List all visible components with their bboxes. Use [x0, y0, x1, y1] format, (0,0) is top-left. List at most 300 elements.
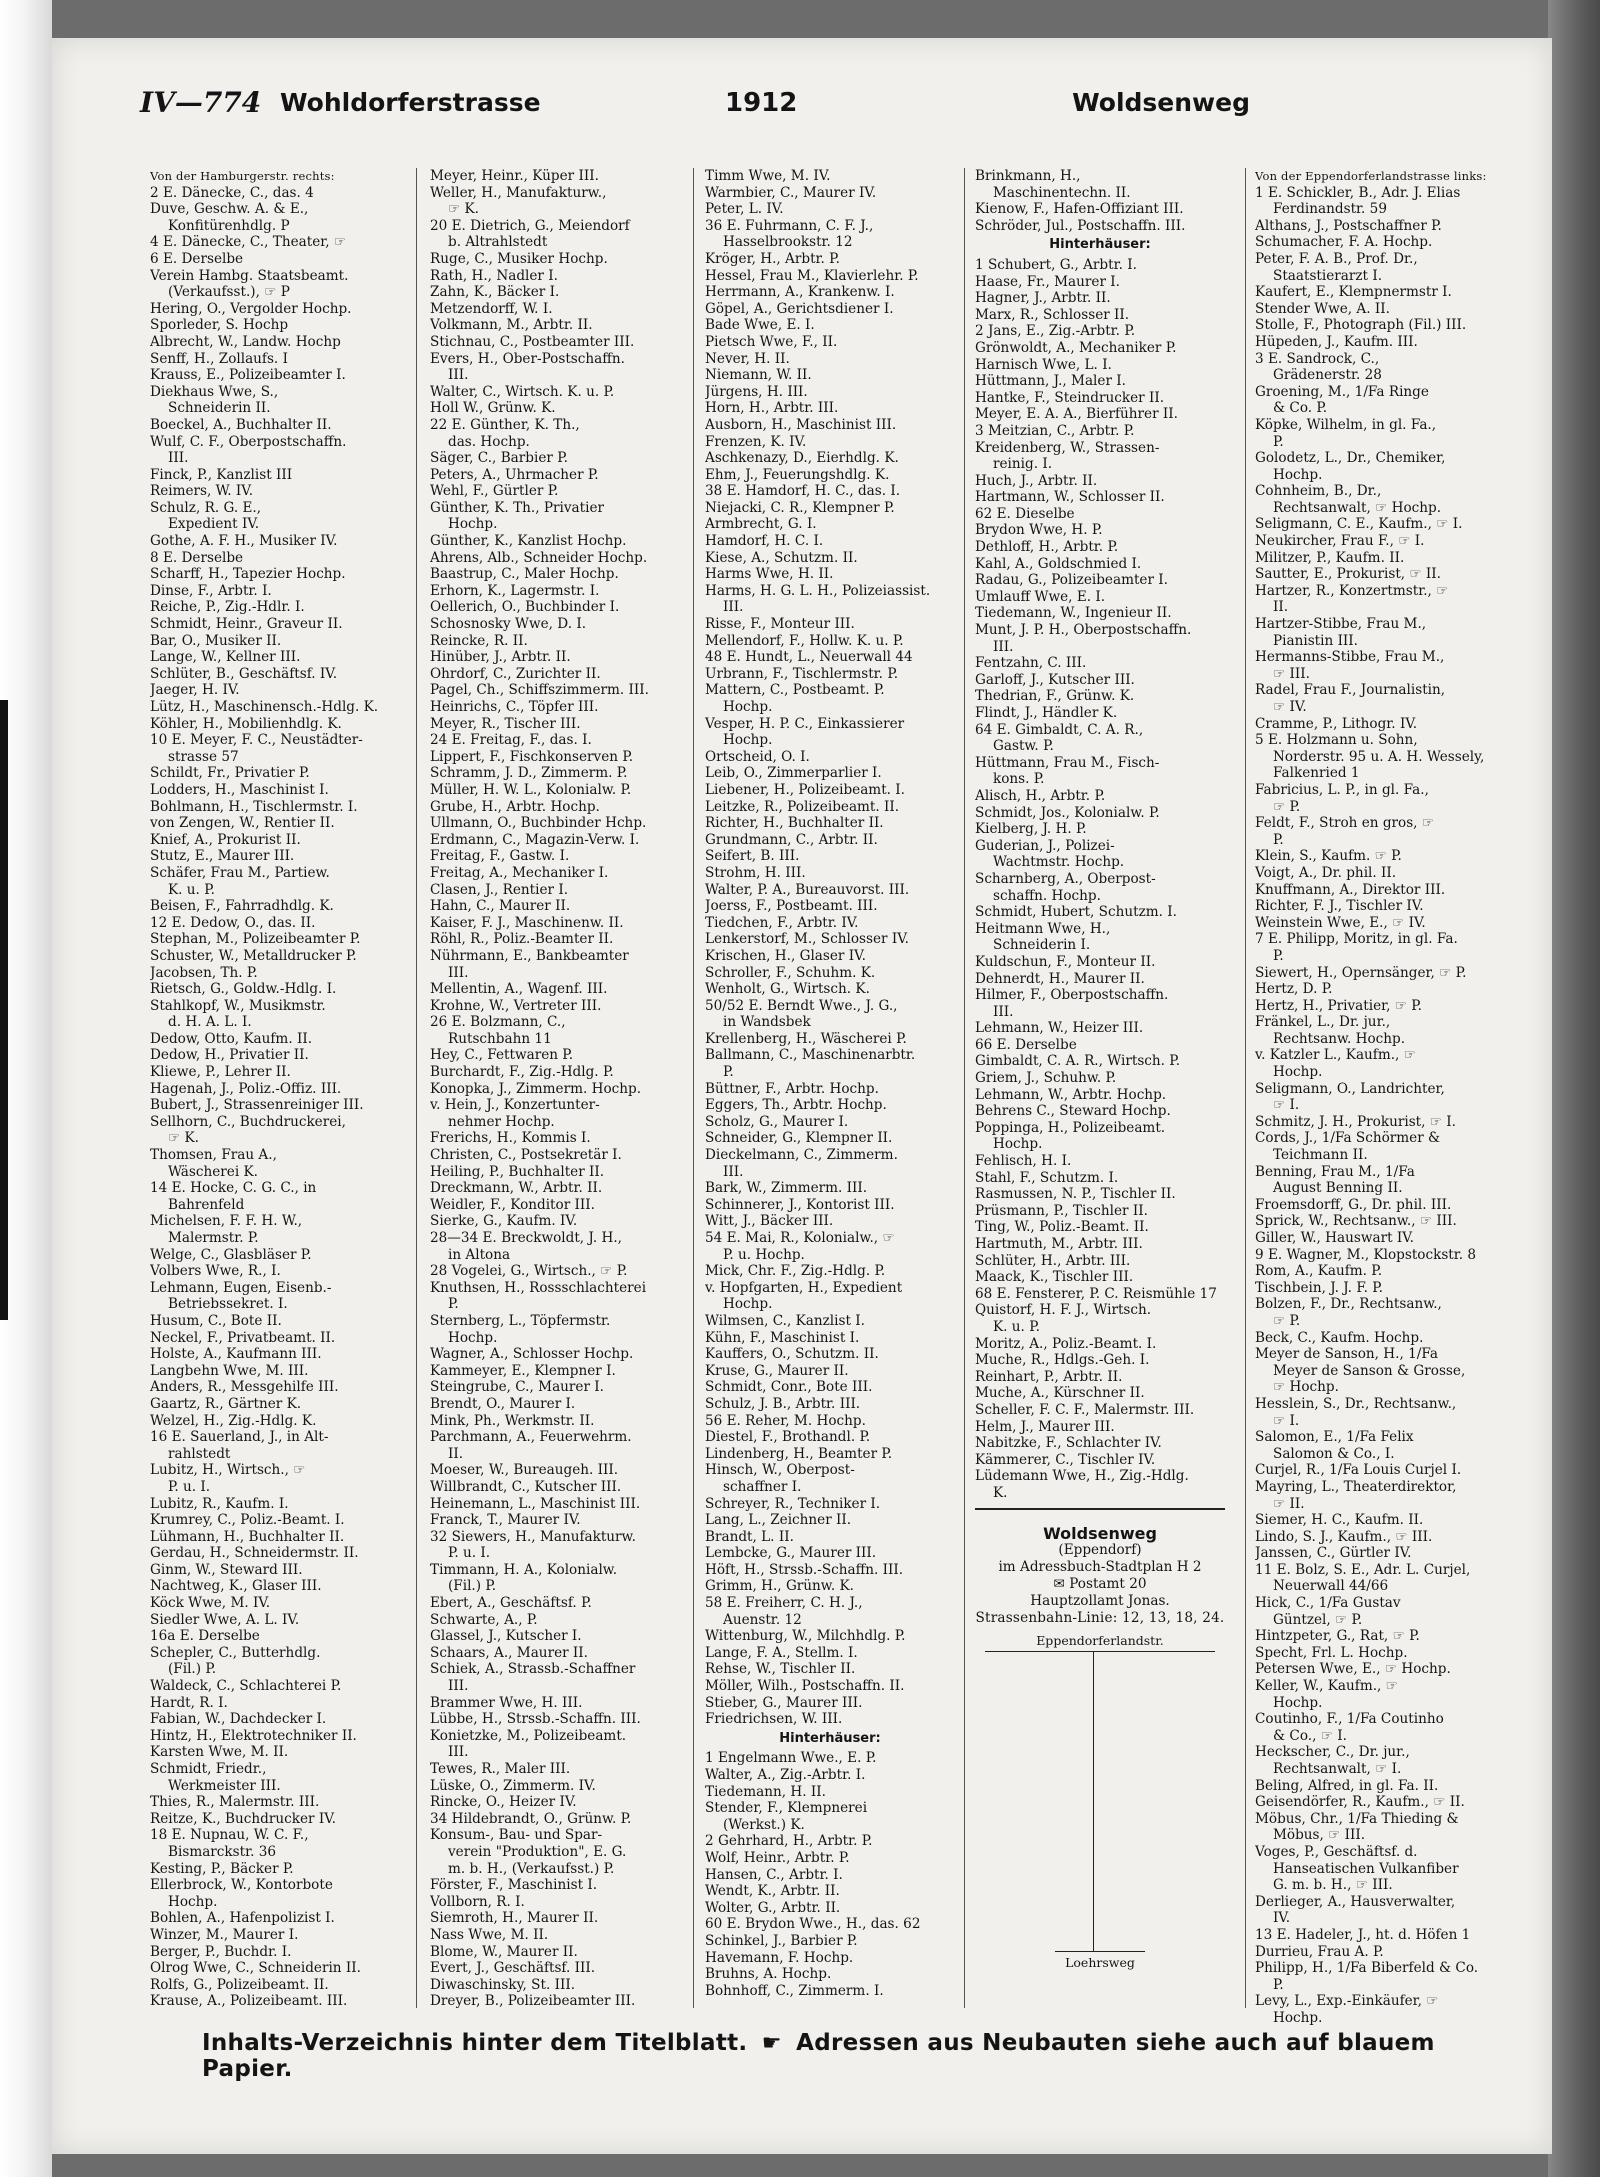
- entry-continuation: Hochp.: [723, 732, 773, 749]
- entry-continuation: II.: [448, 1445, 464, 1462]
- directory-entry: Parchmann, A., Feuerwehrm.: [430, 1429, 632, 1446]
- directory-entry: Althans, J., Postschaffner P.: [1255, 217, 1442, 234]
- directory-entry: Schreyer, R., Techniker I.: [705, 1495, 881, 1512]
- directory-entry: Lubitz, H., Wirtsch., ☞: [150, 1462, 306, 1479]
- directory-entry: Levy, L., Exp.-Einkäufer, ☞: [1255, 1993, 1439, 2010]
- infobox-map-ref: im Adressbuch-Stadtplan H 2: [998, 1559, 1202, 1576]
- footer-index-note: Inhalts-Verzeichnis hinter dem Titelblatt.: [202, 2030, 748, 2056]
- directory-entry: Hintzpeter, G., Rat, ☞ P.: [1255, 1628, 1420, 1645]
- directory-entry: Richter, H., Buchhalter II.: [705, 815, 884, 832]
- directory-entry: Scharnberg, A., Oberpost-: [975, 870, 1156, 887]
- directory-entry: Urbrann, F., Tischlermstr. P.: [705, 665, 899, 682]
- directory-entry: Schinkel, J., Barbier P.: [705, 1932, 858, 1949]
- directory-entry: Lippert, F., Fischkonserven P.: [430, 748, 634, 765]
- directory-entry: Hertz, D. P.: [1255, 981, 1333, 998]
- directory-entry: Groening, M., 1/Fa Ringe: [1255, 383, 1429, 400]
- page-number: IV—774: [140, 86, 262, 119]
- directory-entry: Lühmann, H., Buchhalter II.: [150, 1528, 345, 1545]
- directory-entry: Peter, F. A. B., Prof. Dr.,: [1255, 250, 1418, 267]
- directory-entry: Günther, K. Th., Privatier: [430, 499, 604, 516]
- directory-entry: Weinstein Wwe, E., ☞ IV.: [1255, 914, 1426, 931]
- section-intro: Von der Hamburgerstr. rechts:: [150, 169, 335, 183]
- directory-entry: Philipp, H., 1/Fa Biberfeld & Co.: [1255, 1960, 1479, 1977]
- directory-entry: 3 E. Sandrock, C.,: [1255, 350, 1380, 367]
- directory-entry: Voigt, A., Dr. phil. II.: [1255, 864, 1397, 881]
- directory-entry: 10 E. Meyer, F. C., Neustädter-: [150, 732, 363, 749]
- directory-entry: Albrecht, W., Landw. Hochp: [150, 333, 341, 350]
- directory-entry: Kröger, H., Arbtr. P.: [705, 250, 840, 267]
- directory-entry: Knuthsen, H., Rossschlachterei: [430, 1279, 647, 1296]
- directory-entry: Bohnhoff, C., Zimmerm. I.: [705, 1982, 884, 1999]
- directory-entry: 58 E. Freiherr, C. H. J.,: [705, 1595, 863, 1612]
- directory-entry: 24 E. Freitag, F., das. I.: [430, 732, 592, 749]
- directory-entry: Huch, J., Arbtr. II.: [975, 472, 1098, 489]
- directory-entry: 28 Vogelei, G., Wirtsch., ☞ P.: [430, 1263, 628, 1280]
- directory-entry: Beling, Alfred, in gl. Fa. II.: [1255, 1777, 1439, 1794]
- entry-continuation: ☞ K.: [448, 201, 479, 218]
- directory-entry: Schwarte, A., P.: [430, 1611, 538, 1628]
- directory-entry: 28—34 E. Breckwoldt, J. H.,: [430, 1230, 622, 1246]
- directory-entry: Ohrdorf, C., Zurichter II.: [430, 665, 601, 682]
- directory-entry: Schmidt, Conr., Bote III.: [705, 1379, 873, 1396]
- directory-entry: Blome, W., Maurer II.: [430, 1943, 578, 1960]
- directory-entry: Kiese, A., Schutzm. II.: [705, 549, 858, 566]
- column-divider: [416, 168, 417, 2008]
- directory-entry: Ehm, J., Feuerungshdlg. K.: [705, 466, 890, 483]
- directory-entry: Möbus, Chr., 1/Fa Thieding &: [1255, 1810, 1459, 1827]
- directory-entry: Lodders, H., Maschinist I.: [150, 781, 329, 798]
- column-5: [1255, 168, 1507, 2048]
- directory-entry: Krohne, W., Vertreter III.: [430, 997, 602, 1014]
- directory-entry: Dieckelmann, C., Zimmerm.: [705, 1147, 898, 1164]
- map-cross-street: [1055, 1951, 1145, 1952]
- entry-continuation: Pianistin III.: [1273, 632, 1358, 649]
- directory-entry: Ruge, C., Musiker Hochp.: [430, 250, 608, 267]
- directory-entry: 2 Gehrhard, H., Arbtr. P.: [705, 1833, 873, 1850]
- directory-entry: Ortscheid, O. I.: [705, 748, 810, 765]
- woldsenweg-infobox: [975, 1523, 1225, 1971]
- directory-entry: Evert, J., Geschäftsf. III.: [430, 1960, 596, 1977]
- directory-entry: 54 E. Mai, R., Kolonialw., ☞: [705, 1230, 895, 1246]
- entry-continuation: P. u. I.: [168, 1478, 211, 1495]
- directory-entry: Welge, C., Glasbläser P.: [150, 1246, 312, 1263]
- directory-entry: Grundmann, C., Arbtr. II.: [705, 831, 878, 848]
- directory-entry: Reiche, P., Zig.-Hdlr. I.: [150, 599, 305, 616]
- directory-entry: Walter, P. A., Bureauvorst. III.: [705, 881, 910, 898]
- directory-entry: Ebert, A., Geschäftsf. P.: [430, 1595, 592, 1612]
- directory-entry: Ahrens, Alb., Schneider Hochp.: [430, 549, 648, 566]
- directory-entry: Sierke, G., Kaufm. IV.: [430, 1213, 578, 1230]
- directory-entry: Boeckel, A., Buchhalter II.: [150, 416, 332, 433]
- entry-continuation: b. Altrahlstedt: [448, 234, 548, 251]
- directory-entry: Willbrandt, C., Kutscher III.: [430, 1478, 622, 1495]
- directory-entry: Vollborn, R. I.: [430, 1893, 525, 1910]
- directory-entry: Bolzen, F., Dr., Rechtsanw.,: [1255, 1296, 1442, 1313]
- directory-entry: 4 E. Dänecke, C., Theater, ☞: [150, 234, 347, 251]
- directory-entry: Niejacki, C. R., Klempner P.: [705, 499, 895, 516]
- directory-entry: Schlüter, B., Geschäftsf. IV.: [150, 665, 338, 682]
- directory-entry: Lubitz, R., Kaufm. I.: [150, 1495, 289, 1512]
- directory-entry: Schröder, Jul., Postschaffn. III.: [975, 217, 1186, 234]
- entry-continuation: P.: [1273, 1976, 1284, 1993]
- directory-entry: Hamdorf, H. C. I.: [705, 533, 824, 550]
- directory-entry: Harms Wwe, H. II.: [705, 566, 834, 583]
- entry-continuation: P. u. Hochp.: [723, 1246, 805, 1263]
- directory-entry: Dreckmann, W., Arbtr. II.: [430, 1180, 603, 1197]
- directory-entry: Nührmann, E., Bankbeamter: [430, 947, 629, 964]
- directory-entry: 38 E. Hamdorf, H. C., das. I.: [705, 483, 901, 500]
- entry-continuation: Salomon & Co., I.: [1273, 1445, 1395, 1462]
- directory-entry: 22 E. Günther, K. Th.,: [430, 416, 580, 433]
- infobox-title: Woldsenweg: [1043, 1523, 1157, 1543]
- directory-entry: Rehse, W., Tischler II.: [705, 1661, 856, 1678]
- directory-entry: Baastrup, C., Maler Hochp.: [430, 566, 619, 583]
- directory-entry: Olrog Wwe, C., Schneiderin II.: [150, 1960, 361, 1977]
- directory-entry: Gaartz, R., Gärtner K.: [150, 1395, 302, 1412]
- directory-entry: Timmann, H. A., Kolonialw.: [430, 1561, 618, 1578]
- entry-continuation: Hochp.: [723, 699, 773, 715]
- entry-continuation: d. H. A. L. I.: [168, 1014, 252, 1031]
- directory-entry: Radel, Frau F., Journalistin,: [1255, 682, 1446, 699]
- directory-entry: Cords, J., 1/Fa Schörmer &: [1255, 1130, 1441, 1147]
- directory-entry: Möller, Wilh., Postschaffn. II.: [705, 1678, 905, 1695]
- directory-entry: Hinsch, W., Oberpost-: [705, 1462, 855, 1479]
- directory-entry: 9 E. Wagner, M., Klopstockstr. 8: [1255, 1246, 1477, 1263]
- directory-entry: Geisendörfer, R., Kaufm., ☞ II.: [1255, 1794, 1465, 1811]
- entry-continuation: verein "Produktion", E. G.: [448, 1843, 627, 1860]
- directory-entry: Wagner, A., Schlosser Hochp.: [430, 1346, 634, 1363]
- directory-entry: Benning, Frau M., 1/Fa: [1255, 1163, 1415, 1180]
- directory-entry: Behrens C., Steward Hochp.: [975, 1103, 1171, 1120]
- directory-entry: Kuldschun, F., Monteur II.: [975, 953, 1156, 970]
- directory-entry: Kliewe, P., Lehrer II.: [150, 1064, 291, 1081]
- directory-entry: Hagner, J., Arbtr. II.: [975, 290, 1111, 307]
- directory-entry: Wilmsen, C., Kanzlist I.: [705, 1312, 865, 1329]
- entry-continuation: ☞ III.: [1273, 665, 1310, 682]
- entry-continuation: ☞ II.: [1273, 1495, 1305, 1512]
- column-divider: [964, 168, 965, 2008]
- directory-entry: Hey, C., Fettwaren P.: [430, 1047, 574, 1064]
- directory-entry: Kielberg, J. H. P.: [975, 821, 1087, 838]
- street-title-left: Wohldorferstrasse: [280, 88, 541, 117]
- column-3: [705, 168, 955, 2048]
- directory-entry: Hering, O., Vergolder Hochp.: [150, 300, 352, 317]
- directory-entry: Schiek, A., Strassb.-Schaffner: [430, 1661, 636, 1678]
- directory-entry: Frenzen, K. IV.: [705, 433, 807, 450]
- entry-continuation: Norderstr. 95 u. A. H. Wessely,: [1273, 748, 1485, 765]
- entry-continuation: Hochp.: [1273, 1064, 1323, 1081]
- directory-entry: Hartzer-Stibbe, Frau M.,: [1255, 616, 1427, 633]
- entry-continuation: Möbus, ☞ III.: [1273, 1827, 1366, 1844]
- directory-entry: Stahlkopf, W., Musikmstr.: [150, 997, 326, 1014]
- infobox-district: (Eppendorf): [1058, 1542, 1142, 1559]
- directory-entry: Senff, H., Zollaufs. I: [150, 350, 288, 367]
- entry-continuation: schaffner I.: [723, 1478, 802, 1495]
- directory-entry: Reinhart, P., Arbtr. II.: [975, 1368, 1123, 1385]
- entry-continuation: ☞ I.: [1273, 1412, 1300, 1429]
- directory-entry: Hartmann, W., Schlosser II.: [975, 489, 1165, 506]
- directory-entry: 11 E. Bolz, S. E., Adr. L. Curjel,: [1255, 1561, 1471, 1578]
- entry-continuation: K. u. P.: [168, 881, 215, 898]
- entry-continuation: G. m. b. H., ☞ III.: [1273, 1877, 1393, 1894]
- directory-entry: Dinse, F., Arbtr. I.: [150, 582, 272, 599]
- entry-continuation: in Wandsbek: [723, 1014, 811, 1031]
- directory-entry: Garloff, J., Kutscher III.: [975, 671, 1135, 688]
- year-label: 1912: [725, 88, 798, 118]
- directory-entry: Säger, C., Barbier P.: [430, 450, 568, 467]
- directory-entry: Seifert, B. III.: [705, 848, 800, 865]
- entry-continuation: in Altona: [448, 1246, 511, 1263]
- directory-entry: Mayring, L., Theaterdirektor,: [1255, 1478, 1457, 1495]
- entry-continuation: Bismarckstr. 36: [168, 1843, 277, 1860]
- entry-continuation: Hasselbrookstr. 12: [723, 234, 853, 251]
- entry-continuation: Ferdinandstr. 59: [1273, 201, 1387, 218]
- directory-entry: Glassel, J., Kutscher I.: [430, 1628, 582, 1645]
- directory-entry: Pietsch Wwe, F., II.: [705, 333, 838, 350]
- directory-entry: Brandt, L. II.: [705, 1528, 794, 1545]
- directory-entry: 16a E. Derselbe: [150, 1628, 260, 1645]
- directory-entry: Schmidt, Friedr.,: [150, 1761, 267, 1777]
- directory-entry: Wolter, G., Arbtr. II.: [705, 1899, 841, 1916]
- directory-entry: Havemann, F. Hochp.: [705, 1949, 854, 1966]
- entry-continuation: III.: [723, 1163, 744, 1180]
- directory-entry: Dehnerdt, H., Maurer II.: [975, 970, 1145, 987]
- directory-entry: Niemann, W. II.: [705, 367, 812, 384]
- entry-continuation: Neuerwall 44/66: [1273, 1578, 1389, 1595]
- entry-continuation: Bahrenfeld: [168, 1196, 245, 1213]
- directory-entry: Petersen Wwe, E., ☞ Hochp.: [1255, 1661, 1451, 1678]
- directory-entry: Wehl, F., Gürtler P.: [430, 483, 559, 500]
- directory-entry: Stichnau, C., Postbeamter III.: [430, 333, 635, 350]
- directory-entry: Hessel, Frau M., Klavierlehr. P.: [705, 267, 919, 284]
- page-footer: [202, 2030, 1452, 2082]
- entry-continuation: Rechtsanw. Hochp.: [1273, 1030, 1406, 1047]
- directory-entry: Peters, A., Uhrmacher P.: [430, 466, 599, 483]
- directory-entry: Militzer, P., Kaufm. II.: [1255, 549, 1405, 566]
- directory-entry: Seligmann, C. E., Kaufm., ☞ I.: [1255, 516, 1463, 533]
- entry-continuation: (Verkaufsst.), ☞ P: [168, 284, 290, 301]
- entry-continuation: Wachtmstr. Hochp.: [993, 854, 1125, 871]
- directory-entry: Bade Wwe, E. I.: [705, 317, 815, 334]
- directory-entry: Hintz, H., Elektrotechniker II.: [150, 1727, 357, 1744]
- directory-entry: Never, H. II.: [705, 350, 790, 367]
- directory-entry: Ballmann, C., Maschinenarbtr.: [705, 1047, 916, 1064]
- directory-entry: Weller, H., Manufakturw.,: [430, 184, 607, 201]
- directory-entry: Scholz, G., Maurer I.: [705, 1113, 849, 1130]
- entry-continuation: Hochp.: [1273, 1694, 1323, 1711]
- directory-entry: Müller, H. W. L., Kolonialw. P.: [430, 781, 632, 798]
- directory-entry: Rasmussen, N. P., Tischler II.: [975, 1186, 1176, 1203]
- directory-entry: Volkmann, M., Arbtr. II.: [430, 317, 593, 334]
- directory-entry: Thomsen, Frau A.,: [150, 1147, 277, 1164]
- directory-entry: Grimm, H., Grünw. K.: [705, 1578, 854, 1595]
- directory-entry: 36 E. Fuhrmann, C. F. J.,: [705, 217, 874, 234]
- directory-entry: v. Katzler L., Kaufm., ☞: [1255, 1047, 1416, 1064]
- directory-entry: 1 E. Schickler, B., Adr. J. Elias: [1255, 184, 1461, 201]
- directory-entry: Seligmann, O., Landrichter,: [1255, 1080, 1445, 1097]
- directory-entry: Husum, C., Bote II.: [150, 1312, 282, 1329]
- directory-entry: Tischbein, J. J. F. P.: [1255, 1279, 1383, 1296]
- directory-entry: Hinüber, J., Arbtr. II.: [430, 649, 571, 666]
- street-map: [975, 1633, 1225, 1971]
- directory-entry: 26 E. Bolzmann, C.,: [430, 1014, 566, 1031]
- directory-entry: Clasen, J., Rentier I.: [430, 881, 569, 898]
- entry-continuation: ☞ K.: [168, 1130, 199, 1147]
- directory-entry: Hartzer, R., Konzertmstr., ☞: [1255, 582, 1449, 599]
- directory-entry: Peter, L. IV.: [705, 201, 784, 218]
- directory-entry: Stolle, F., Photograph (Fil.) III.: [1255, 317, 1467, 334]
- directory-entry: Lehmann, W., Heizer III.: [975, 1020, 1144, 1037]
- directory-entry: Göpel, A., Gerichtsdiener I.: [705, 300, 894, 317]
- directory-entry: Leitzke, R., Polizeibeamt. II.: [705, 798, 900, 815]
- directory-entry: Metzendorff, W. I.: [430, 300, 553, 317]
- directory-entry: Walter, A., Zig.-Arbtr. I.: [705, 1767, 866, 1783]
- directory-entry: Leib, O., Zimmerparlier I.: [705, 765, 882, 782]
- map-street-line: [1093, 1651, 1094, 1951]
- directory-entry: Quistorf, H. F. J., Wirtsch.: [975, 1302, 1152, 1319]
- directory-entry: Kahl, A., Goldschmied I.: [975, 555, 1142, 572]
- directory-entry: Holl W., Grünw. K.: [430, 400, 556, 417]
- entry-continuation: K.: [993, 1484, 1008, 1501]
- entry-continuation: Teichmann II.: [1273, 1147, 1368, 1164]
- directory-entry: Schneider, G., Klempner II.: [705, 1130, 893, 1147]
- entry-continuation: Schneiderin II.: [168, 400, 271, 417]
- directory-entry: Zahn, K., Bäcker I.: [430, 284, 560, 301]
- directory-entry: Christen, C., Postsekretär I.: [430, 1147, 622, 1164]
- directory-entry: Radau, G., Polizeibeamter I.: [975, 572, 1168, 589]
- directory-entry: 13 E. Hadeler, J., ht. d. Höfen 1: [1255, 1926, 1471, 1943]
- entry-continuation: Falkenried 1: [1273, 765, 1360, 782]
- directory-entry: Siemer, H. C., Kaufm. II.: [1255, 1512, 1424, 1529]
- entry-continuation: rahlstedt: [168, 1445, 231, 1462]
- directory-entry: Armbrecht, G. I.: [705, 516, 817, 533]
- directory-entry: Grönwoldt, A., Mechaniker P.: [975, 339, 1177, 356]
- entry-continuation: P.: [1273, 947, 1284, 964]
- directory-entry: Kreidenberg, W., Strassen-: [975, 439, 1160, 456]
- directory-entry: Dethloff, H., Arbtr. P.: [975, 539, 1119, 556]
- map-cross-street: [985, 1651, 1215, 1652]
- directory-entry: Schmidt, Heinr., Graveur II.: [150, 616, 343, 633]
- directory-entry: Lindenberg, H., Beamter P.: [705, 1445, 893, 1462]
- directory-entry: v. Hopfgarten, H., Expedient: [705, 1279, 903, 1296]
- entry-continuation: Hochp.: [993, 1136, 1043, 1153]
- directory-entry: Timm Wwe, M. IV.: [705, 168, 831, 184]
- directory-entry: Kämmerer, C., Tischler IV.: [975, 1451, 1156, 1468]
- directory-entry: Knief, A., Prokurist II.: [150, 831, 301, 848]
- directory-entry: Frerichs, H., Kommis I.: [430, 1130, 591, 1147]
- directory-entry: Alisch, H., Arbtr. P.: [975, 787, 1106, 804]
- directory-entry: Nachtweg, K., Glaser III.: [150, 1578, 322, 1595]
- directory-entry: Franck, T., Maurer IV.: [430, 1512, 581, 1529]
- directory-entry: Janssen, C., Gürtler IV.: [1255, 1545, 1412, 1562]
- directory-entry: Heckscher, C., Dr. jur.,: [1255, 1744, 1410, 1761]
- directory-entry: Lütz, H., Maschinensch.-Hdlg. K.: [150, 699, 379, 715]
- directory-entry: Moritz, A., Poliz.-Beamt. I.: [975, 1335, 1157, 1352]
- directory-entry: Lindo, S. J., Kaufm., ☞ III.: [1255, 1528, 1433, 1545]
- directory-entry: Diwaschinsky, St. III.: [430, 1976, 576, 1993]
- entry-continuation: Auenstr. 12: [723, 1611, 802, 1628]
- directory-entry: Horn, H., Arbtr. III.: [705, 400, 839, 417]
- directory-entry: Joerss, F., Postbeamt. III.: [705, 898, 878, 915]
- directory-entry: Lange, W., Kellner III.: [150, 649, 301, 666]
- directory-entry: 66 E. Derselbe: [975, 1036, 1077, 1053]
- directory-entry: Schinnerer, J., Kontorist III.: [705, 1196, 895, 1213]
- entry-continuation: ☞ IV.: [1273, 699, 1307, 715]
- directory-entry: Konsum-, Bau- und Spar-: [430, 1827, 603, 1844]
- entry-continuation: m. b. H., (Verkaufsst.) P.: [448, 1860, 615, 1877]
- directory-entry: Mattern, C., Postbeamt. P.: [705, 682, 885, 699]
- entry-continuation: Schneiderin I.: [993, 937, 1091, 954]
- directory-entry: 18 E. Nupnau, W. C. F.,: [150, 1827, 309, 1844]
- directory-entry: Hick, C., 1/Fa Gustav: [1255, 1595, 1401, 1612]
- directory-entry: Rolfs, G., Polizeibeamt. II.: [150, 1976, 329, 1993]
- directory-entry: Ting, W., Poliz.-Beamt. II.: [975, 1219, 1149, 1236]
- directory-entry: Anders, R., Messgehilfe III.: [150, 1379, 339, 1396]
- directory-entry: Krauss, E., Polizeibeamter I.: [150, 367, 346, 384]
- directory-entry: Ginm, W., Steward III.: [150, 1561, 303, 1578]
- directory-entry: Welzel, H., Zig.-Hdlg. K.: [150, 1412, 317, 1429]
- entry-continuation: P.: [723, 1064, 734, 1081]
- directory-entry: Schramm, J. D., Zimmerm. P.: [430, 765, 628, 782]
- directory-entry: Klein, S., Kaufm. ☞ P.: [1255, 848, 1402, 865]
- book-spine: [0, 0, 52, 2177]
- directory-entry: Wittenburg, W., Milchhdlg. P.: [705, 1628, 906, 1645]
- directory-entry: Meyer, E. A. A., Bierführer II.: [975, 406, 1178, 423]
- directory-entry: Krumrey, C., Poliz.-Beamt. I.: [150, 1512, 345, 1529]
- directory-entry: Fehlisch, H. I.: [975, 1153, 1072, 1170]
- page-edge: [1548, 0, 1600, 2177]
- directory-entry: Eggers, Th., Arbtr. Hochp.: [705, 1097, 887, 1114]
- directory-entry: Stieber, G., Maurer III.: [705, 1694, 863, 1711]
- directory-entry: Hardt, R. I.: [150, 1694, 228, 1711]
- directory-entry: Michelsen, F. F. H. W.,: [150, 1213, 303, 1230]
- directory-entry: Jacobsen, Th. P.: [150, 964, 258, 981]
- directory-entry: 1 Schubert, G., Arbtr. I.: [975, 256, 1137, 273]
- directory-entry: Sellhorn, C., Buchdruckerei,: [150, 1113, 346, 1130]
- column-1: [150, 168, 400, 2048]
- directory-entry: 3 Meitzian, C., Arbtr. P.: [975, 422, 1135, 439]
- directory-entry: Oellerich, O., Buchbinder I.: [430, 599, 620, 616]
- entry-continuation: reinig. I.: [993, 456, 1053, 473]
- directory-entry: Poppinga, H., Polizeibeamt.: [975, 1119, 1166, 1136]
- directory-entry: Fabricius, L. P., in gl. Fa.,: [1255, 781, 1429, 798]
- directory-entry: Schosnosky Wwe, D. I.: [430, 616, 587, 633]
- directory-entry: Mellentin, A., Wagenf. III.: [430, 981, 608, 998]
- directory-entry: Hantke, F., Steindrucker II.: [975, 389, 1165, 406]
- directory-entry: 34 Hildebrandt, O., Grünw. P.: [430, 1810, 632, 1827]
- directory-entry: Scharff, H., Tapezier Hochp.: [150, 566, 346, 583]
- directory-entry: Haase, Fr., Maurer I.: [975, 273, 1120, 290]
- directory-entry: Thedrian, F., Grünw. K.: [975, 688, 1135, 705]
- directory-entry: Bubert, J., Strassenreiniger III.: [150, 1097, 364, 1114]
- directory-entry: Risse, F., Monteur III.: [705, 616, 855, 633]
- directory-entry: Golodetz, L., Dr., Chemiker,: [1255, 450, 1446, 467]
- directory-entry: Guderian, J., Polizei-: [975, 837, 1115, 854]
- directory-entry: Schumacher, F. A. Hochp.: [1255, 234, 1433, 251]
- infobox-customs: Hauptzollamt Jonas.: [1030, 1593, 1170, 1610]
- entry-continuation: (Fil.) P.: [168, 1661, 217, 1678]
- directory-entry: Winzer, M., Maurer I.: [150, 1926, 299, 1943]
- directory-entry: Richter, F. J., Tischler IV.: [1255, 898, 1424, 915]
- directory-entry: Helm, J., Maurer III.: [975, 1418, 1115, 1435]
- infobox-postamt: ✉ Postamt 20: [1053, 1576, 1147, 1593]
- column-2: [430, 168, 682, 2048]
- directory-entry: Stender, F., Klempnerei: [705, 1800, 868, 1817]
- section-heading: Hinterhäuser:: [779, 1730, 881, 1746]
- directory-entry: Reincke, R. II.: [430, 632, 528, 649]
- directory-entry: Flindt, J., Händler K.: [975, 705, 1118, 721]
- directory-entry: Konopka, J., Zimmerm. Hochp.: [430, 1080, 642, 1097]
